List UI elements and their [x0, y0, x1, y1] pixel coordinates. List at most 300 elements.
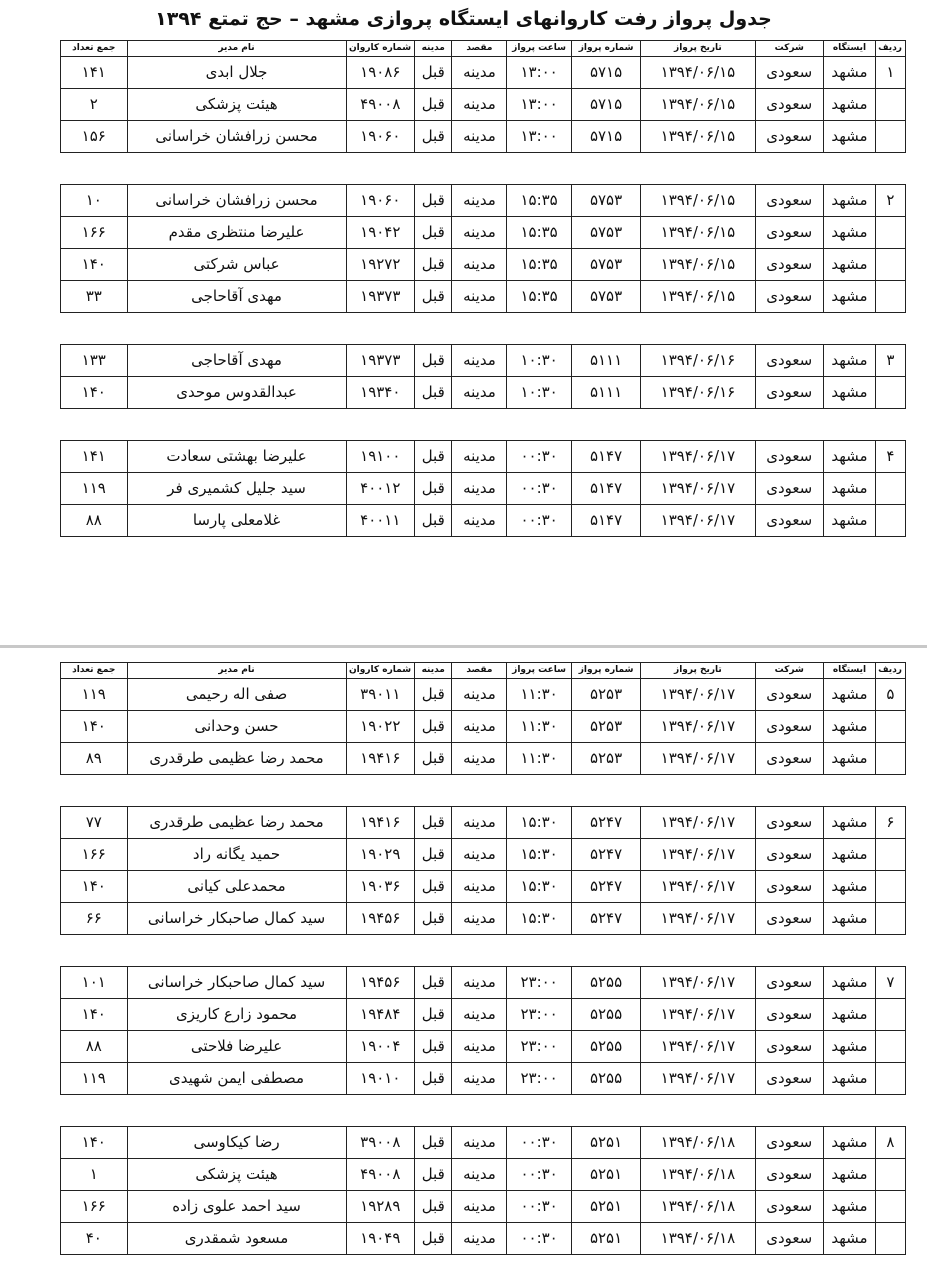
city-cell: قبل	[415, 1223, 452, 1255]
flight-date-cell: ۱۳۹۴/۰۶/۱۷	[641, 473, 755, 505]
company-cell: سعودی	[755, 1159, 824, 1191]
company-cell: سعودی	[755, 1191, 824, 1223]
station-cell: مشهد	[824, 967, 876, 999]
header-flight-date: تاریخ پرواز	[641, 41, 755, 57]
destination-cell: مدینه	[452, 281, 507, 313]
flight-number-cell: ۵۲۵۵	[571, 1063, 641, 1095]
manager-name-cell: حسن وحدانی	[127, 711, 346, 743]
table-row	[61, 1127, 906, 1159]
flight-number-cell: ۵۷۱۵	[571, 89, 641, 121]
company-cell: سعودی	[755, 679, 824, 711]
caravan-number-cell: ۱۹۰۰۴	[346, 1031, 415, 1063]
city-cell: قبل	[415, 1191, 452, 1223]
table-row	[61, 377, 906, 409]
company-cell: سعودی	[755, 743, 824, 775]
header-flight-time: ساعت پرواز	[507, 41, 571, 57]
destination-cell: مدینه	[452, 1223, 507, 1255]
flight-time-cell: ۱۳:۰۰	[507, 121, 571, 153]
company-cell: سعودی	[755, 57, 824, 89]
flight-number-cell: ۵۲۵۱	[571, 1127, 641, 1159]
station-cell: مشهد	[824, 505, 876, 537]
table-row	[61, 441, 906, 473]
row-number-cell: ۴	[875, 441, 905, 473]
group-spacer	[61, 153, 906, 185]
group-spacer	[61, 935, 906, 967]
flight-date-cell: ۱۳۹۴/۰۶/۱۵	[641, 249, 755, 281]
row-number-cell	[875, 1223, 905, 1255]
company-cell: سعودی	[755, 473, 824, 505]
station-cell: مشهد	[824, 281, 876, 313]
table-row	[61, 871, 906, 903]
header-flight-date: تاریخ پرواز	[641, 663, 755, 679]
manager-name-cell: عباس شرکتی	[127, 249, 346, 281]
destination-cell: مدینه	[452, 807, 507, 839]
flight-time-cell: ۱۱:۳۰	[507, 743, 571, 775]
row-number-cell	[875, 711, 905, 743]
station-cell: مشهد	[824, 807, 876, 839]
header-row	[61, 41, 906, 57]
station-cell: مشهد	[824, 57, 876, 89]
destination-cell: مدینه	[452, 185, 507, 217]
flight-time-cell: ۱۰:۳۰	[507, 345, 571, 377]
flight-number-cell: ۵۱۴۷	[571, 473, 641, 505]
total-count-cell: ۱۴۱	[61, 57, 128, 89]
caravan-number-cell: ۱۹۳۴۰	[346, 377, 415, 409]
row-number-cell	[875, 249, 905, 281]
flight-time-cell: ۰۰:۳۰	[507, 441, 571, 473]
row-number-cell	[875, 743, 905, 775]
caravan-number-cell: ۱۹۴۵۶	[346, 967, 415, 999]
caravan-number-cell: ۱۹۱۰۰	[346, 441, 415, 473]
flight-schedule-table	[60, 662, 906, 1255]
table-row	[61, 999, 906, 1031]
table-row	[61, 345, 906, 377]
table-row	[61, 903, 906, 935]
flight-number-cell: ۵۲۵۵	[571, 967, 641, 999]
destination-cell: مدینه	[452, 249, 507, 281]
flight-date-cell: ۱۳۹۴/۰۶/۱۷	[641, 871, 755, 903]
flight-number-cell: ۵۱۴۷	[571, 505, 641, 537]
flight-number-cell: ۵۲۵۳	[571, 679, 641, 711]
flight-time-cell: ۱۵:۳۰	[507, 839, 571, 871]
spacer-cell	[61, 1095, 906, 1127]
flight-time-cell: ۱۰:۳۰	[507, 377, 571, 409]
company-cell: سعودی	[755, 249, 824, 281]
table-row	[61, 1223, 906, 1255]
header-total-count: جمع تعداد	[61, 663, 128, 679]
flight-time-cell: ۱۵:۳۵	[507, 249, 571, 281]
spacer-cell	[61, 409, 906, 441]
total-count-cell: ۱۴۰	[61, 1127, 128, 1159]
caravan-number-cell: ۱۹۴۱۶	[346, 807, 415, 839]
total-count-cell: ۱۴۰	[61, 249, 128, 281]
caravan-number-cell: ۳۹۰۱۱	[346, 679, 415, 711]
row-number-cell	[875, 217, 905, 249]
flight-number-cell: ۵۲۵۵	[571, 999, 641, 1031]
row-number-cell: ۷	[875, 967, 905, 999]
header-destination: مقصد	[452, 663, 507, 679]
caravan-number-cell: ۴۰۰۱۱	[346, 505, 415, 537]
manager-name-cell: سید جلیل کشمیری فر	[127, 473, 346, 505]
group-spacer	[61, 775, 906, 807]
row-number-cell: ۶	[875, 807, 905, 839]
flight-date-cell: ۱۳۹۴/۰۶/۱۸	[641, 1127, 755, 1159]
destination-cell: مدینه	[452, 57, 507, 89]
station-cell: مشهد	[824, 1223, 876, 1255]
city-cell: قبل	[415, 903, 452, 935]
company-cell: سعودی	[755, 1127, 824, 1159]
flight-date-cell: ۱۳۹۴/۰۶/۱۵	[641, 281, 755, 313]
header-total-count: جمع تعداد	[61, 41, 128, 57]
spacer-cell	[61, 775, 906, 807]
destination-cell: مدینه	[452, 1191, 507, 1223]
table-row	[61, 281, 906, 313]
row-number-cell	[875, 1031, 905, 1063]
station-cell: مشهد	[824, 1159, 876, 1191]
manager-name-cell: هیئت پزشکی	[127, 89, 346, 121]
city-cell: قبل	[415, 679, 452, 711]
city-cell: قبل	[415, 743, 452, 775]
destination-cell: مدینه	[452, 89, 507, 121]
row-number-cell: ۵	[875, 679, 905, 711]
flight-number-cell: ۵۱۱۱	[571, 345, 641, 377]
page-divider	[0, 645, 927, 648]
table-row	[61, 1031, 906, 1063]
spacer-cell	[61, 935, 906, 967]
header-manager-name: نام مدیر	[127, 663, 346, 679]
flight-date-cell: ۱۳۹۴/۰۶/۱۵	[641, 89, 755, 121]
destination-cell: مدینه	[452, 1063, 507, 1095]
manager-name-cell: غلامعلی پارسا	[127, 505, 346, 537]
station-cell: مشهد	[824, 89, 876, 121]
city-cell: قبل	[415, 1031, 452, 1063]
company-cell: سعودی	[755, 711, 824, 743]
flight-date-cell: ۱۳۹۴/۰۶/۱۷	[641, 903, 755, 935]
flight-time-cell: ۱۵:۳۰	[507, 871, 571, 903]
table-row	[61, 217, 906, 249]
group-spacer	[61, 409, 906, 441]
total-count-cell: ۱۶۶	[61, 217, 128, 249]
flight-number-cell: ۵۷۵۳	[571, 281, 641, 313]
header-city: مدینه	[415, 41, 452, 57]
station-cell: مشهد	[824, 185, 876, 217]
flight-number-cell: ۵۲۴۷	[571, 871, 641, 903]
flight-time-cell: ۱۳:۰۰	[507, 57, 571, 89]
table-row	[61, 57, 906, 89]
row-number-cell	[875, 839, 905, 871]
row-number-cell	[875, 1159, 905, 1191]
caravan-number-cell: ۱۹۴۵۶	[346, 903, 415, 935]
total-count-cell: ۱۴۰	[61, 377, 128, 409]
manager-name-cell: هیئت پزشکی	[127, 1159, 346, 1191]
city-cell: قبل	[415, 999, 452, 1031]
total-count-cell: ۸۸	[61, 1031, 128, 1063]
city-cell: قبل	[415, 281, 452, 313]
station-cell: مشهد	[824, 999, 876, 1031]
flight-date-cell: ۱۳۹۴/۰۶/۱۷	[641, 967, 755, 999]
city-cell: قبل	[415, 1063, 452, 1095]
caravan-number-cell: ۱۹۰۴۲	[346, 217, 415, 249]
manager-name-cell: مهدی آقاحاجی	[127, 345, 346, 377]
station-cell: مشهد	[824, 1127, 876, 1159]
caravan-number-cell: ۱۹۲۸۹	[346, 1191, 415, 1223]
destination-cell: مدینه	[452, 345, 507, 377]
total-count-cell: ۱۱۹	[61, 679, 128, 711]
caravan-number-cell: ۱۹۰۲۹	[346, 839, 415, 871]
total-count-cell: ۱۳۳	[61, 345, 128, 377]
city-cell: قبل	[415, 711, 452, 743]
station-cell: مشهد	[824, 377, 876, 409]
flight-number-cell: ۵۱۴۷	[571, 441, 641, 473]
station-cell: مشهد	[824, 345, 876, 377]
row-number-cell: ۸	[875, 1127, 905, 1159]
company-cell: سعودی	[755, 441, 824, 473]
manager-name-cell: محسن زرافشان خراسانی	[127, 185, 346, 217]
flight-number-cell: ۵۲۵۵	[571, 1031, 641, 1063]
city-cell: قبل	[415, 185, 452, 217]
flight-time-cell: ۰۰:۳۰	[507, 1191, 571, 1223]
company-cell: سعودی	[755, 999, 824, 1031]
flight-number-cell: ۵۷۱۵	[571, 121, 641, 153]
flight-date-cell: ۱۳۹۴/۰۶/۱۷	[641, 711, 755, 743]
destination-cell: مدینه	[452, 473, 507, 505]
header-station: ایستگاه	[824, 663, 876, 679]
table-row	[61, 185, 906, 217]
flight-number-cell: ۵۲۵۱	[571, 1159, 641, 1191]
city-cell: قبل	[415, 473, 452, 505]
station-cell: مشهد	[824, 743, 876, 775]
station-cell: مشهد	[824, 441, 876, 473]
station-cell: مشهد	[824, 473, 876, 505]
total-count-cell: ۱۴۱	[61, 441, 128, 473]
manager-name-cell: محمود زارع کاریزی	[127, 999, 346, 1031]
flight-time-cell: ۲۳:۰۰	[507, 1063, 571, 1095]
caravan-number-cell: ۱۹۳۷۳	[346, 345, 415, 377]
company-cell: سعودی	[755, 903, 824, 935]
flight-time-cell: ۰۰:۳۰	[507, 473, 571, 505]
row-number-cell	[875, 903, 905, 935]
flight-number-cell: ۵۲۵۳	[571, 711, 641, 743]
flight-date-cell: ۱۳۹۴/۰۶/۱۷	[641, 807, 755, 839]
manager-name-cell: سید کمال صاحبکار خراسانی	[127, 903, 346, 935]
destination-cell: مدینه	[452, 217, 507, 249]
company-cell: سعودی	[755, 377, 824, 409]
city-cell: قبل	[415, 121, 452, 153]
flight-number-cell: ۵۲۵۱	[571, 1223, 641, 1255]
header-manager-name: نام مدیر	[127, 41, 346, 57]
manager-name-cell: مهدی آقاحاجی	[127, 281, 346, 313]
company-cell: سعودی	[755, 871, 824, 903]
destination-cell: مدینه	[452, 743, 507, 775]
header-flight-time: ساعت پرواز	[507, 663, 571, 679]
caravan-number-cell: ۱۹۰۶۰	[346, 121, 415, 153]
city-cell: قبل	[415, 249, 452, 281]
row-number-cell	[875, 505, 905, 537]
station-cell: مشهد	[824, 711, 876, 743]
total-count-cell: ۲	[61, 89, 128, 121]
total-count-cell: ۸۹	[61, 743, 128, 775]
header-row-number: ردیف	[875, 41, 905, 57]
spacer-cell	[61, 153, 906, 185]
flight-time-cell: ۲۳:۰۰	[507, 1031, 571, 1063]
flight-number-cell: ۵۷۵۳	[571, 185, 641, 217]
flight-time-cell: ۱۵:۳۵	[507, 217, 571, 249]
flight-time-cell: ۱۵:۳۵	[507, 281, 571, 313]
row-number-cell	[875, 1063, 905, 1095]
table-row	[61, 121, 906, 153]
destination-cell: مدینه	[452, 1159, 507, 1191]
manager-name-cell: علیرضا منتظری مقدم	[127, 217, 346, 249]
destination-cell: مدینه	[452, 967, 507, 999]
station-cell: مشهد	[824, 839, 876, 871]
manager-name-cell: جلال ابدی	[127, 57, 346, 89]
row-number-cell	[875, 999, 905, 1031]
flight-date-cell: ۱۳۹۴/۰۶/۱۸	[641, 1191, 755, 1223]
table-row	[61, 711, 906, 743]
company-cell: سعودی	[755, 839, 824, 871]
header-caravan-number: شماره کاروان	[346, 663, 415, 679]
station-cell: مشهد	[824, 217, 876, 249]
flight-date-cell: ۱۳۹۴/۰۶/۱۵	[641, 217, 755, 249]
destination-cell: مدینه	[452, 377, 507, 409]
total-count-cell: ۱۴۰	[61, 871, 128, 903]
city-cell: قبل	[415, 839, 452, 871]
destination-cell: مدینه	[452, 441, 507, 473]
row-number-cell: ۳	[875, 345, 905, 377]
flight-number-cell: ۵۲۵۳	[571, 743, 641, 775]
flight-number-cell: ۵۱۱۱	[571, 377, 641, 409]
flight-number-cell: ۵۷۱۵	[571, 57, 641, 89]
flight-time-cell: ۱۱:۳۰	[507, 711, 571, 743]
caravan-number-cell: ۳۹۰۰۸	[346, 1127, 415, 1159]
table-row	[61, 249, 906, 281]
caravan-number-cell: ۱۹۲۷۲	[346, 249, 415, 281]
flight-time-cell: ۱۱:۳۰	[507, 679, 571, 711]
manager-name-cell: مسعود شمقدری	[127, 1223, 346, 1255]
city-cell: قبل	[415, 89, 452, 121]
total-count-cell: ۱۵۶	[61, 121, 128, 153]
manager-name-cell: حمید یگانه راد	[127, 839, 346, 871]
table-row	[61, 1159, 906, 1191]
total-count-cell: ۱۴۰	[61, 711, 128, 743]
flight-number-cell: ۵۷۵۳	[571, 217, 641, 249]
company-cell: سعودی	[755, 89, 824, 121]
flight-time-cell: ۲۳:۰۰	[507, 999, 571, 1031]
caravan-number-cell: ۱۹۴۱۶	[346, 743, 415, 775]
flight-number-cell: ۵۲۴۷	[571, 807, 641, 839]
flight-date-cell: ۱۳۹۴/۰۶/۱۷	[641, 743, 755, 775]
row-number-cell	[875, 377, 905, 409]
flight-date-cell: ۱۳۹۴/۰۶/۱۶	[641, 377, 755, 409]
station-cell: مشهد	[824, 679, 876, 711]
destination-cell: مدینه	[452, 1031, 507, 1063]
company-cell: سعودی	[755, 807, 824, 839]
flight-number-cell: ۵۲۴۷	[571, 903, 641, 935]
flight-time-cell: ۱۵:۳۰	[507, 903, 571, 935]
flight-time-cell: ۱۵:۳۰	[507, 807, 571, 839]
destination-cell: مدینه	[452, 121, 507, 153]
flight-time-cell: ۲۳:۰۰	[507, 967, 571, 999]
caravan-number-cell: ۱۹۰۸۶	[346, 57, 415, 89]
caravan-number-cell: ۱۹۰۱۰	[346, 1063, 415, 1095]
total-count-cell: ۱۶۶	[61, 1191, 128, 1223]
caravan-number-cell: ۱۹۰۲۲	[346, 711, 415, 743]
total-count-cell: ۸۸	[61, 505, 128, 537]
manager-name-cell: سید احمد علوی زاده	[127, 1191, 346, 1223]
row-number-cell	[875, 871, 905, 903]
manager-name-cell: عبدالقدوس موحدی	[127, 377, 346, 409]
destination-cell: مدینه	[452, 505, 507, 537]
row-number-cell: ۲	[875, 185, 905, 217]
flight-date-cell: ۱۳۹۴/۰۶/۱۷	[641, 999, 755, 1031]
destination-cell: مدینه	[452, 711, 507, 743]
destination-cell: مدینه	[452, 679, 507, 711]
manager-name-cell: محمدعلی کیانی	[127, 871, 346, 903]
flight-date-cell: ۱۳۹۴/۰۶/۱۸	[641, 1159, 755, 1191]
spacer-cell	[61, 313, 906, 345]
table-row	[61, 1191, 906, 1223]
row-number-cell	[875, 1191, 905, 1223]
total-count-cell: ۱۴۰	[61, 999, 128, 1031]
flight-date-cell: ۱۳۹۴/۰۶/۱۷	[641, 1063, 755, 1095]
station-cell: مشهد	[824, 1191, 876, 1223]
table-row	[61, 967, 906, 999]
manager-name-cell: مصطفی ایمن شهیدی	[127, 1063, 346, 1095]
table-row	[61, 89, 906, 121]
row-number-cell	[875, 473, 905, 505]
row-number-cell	[875, 89, 905, 121]
city-cell: قبل	[415, 1159, 452, 1191]
flight-time-cell: ۱۳:۰۰	[507, 89, 571, 121]
page-title: جدول پرواز رفت کاروانهای ایستگاه پروازی مشهد – حج تمتع ۱۳۹۴	[155, 8, 772, 30]
station-cell: مشهد	[824, 1063, 876, 1095]
total-count-cell: ۱۰	[61, 185, 128, 217]
header-city: مدینه	[415, 663, 452, 679]
header-destination: مقصد	[452, 41, 507, 57]
destination-cell: مدینه	[452, 999, 507, 1031]
header-station: ایستگاه	[824, 41, 876, 57]
station-cell: مشهد	[824, 249, 876, 281]
flight-date-cell: ۱۳۹۴/۰۶/۱۷	[641, 839, 755, 871]
manager-name-cell: علیرضا بهشتی سعادت	[127, 441, 346, 473]
company-cell: سعودی	[755, 1223, 824, 1255]
caravan-number-cell: ۱۹۰۴۹	[346, 1223, 415, 1255]
company-cell: سعودی	[755, 121, 824, 153]
flight-time-cell: ۱۵:۳۵	[507, 185, 571, 217]
destination-cell: مدینه	[452, 903, 507, 935]
city-cell: قبل	[415, 1127, 452, 1159]
total-count-cell: ۴۰	[61, 1223, 128, 1255]
company-cell: سعودی	[755, 1031, 824, 1063]
city-cell: قبل	[415, 217, 452, 249]
header-company: شرکت	[755, 663, 824, 679]
flight-number-cell: ۵۲۵۱	[571, 1191, 641, 1223]
company-cell: سعودی	[755, 1063, 824, 1095]
manager-name-cell: محسن زرافشان خراسانی	[127, 121, 346, 153]
caravan-number-cell: ۴۰۰۱۲	[346, 473, 415, 505]
city-cell: قبل	[415, 57, 452, 89]
table-row	[61, 839, 906, 871]
total-count-cell: ۱۰۱	[61, 967, 128, 999]
header-row	[61, 663, 906, 679]
flight-time-cell: ۰۰:۳۰	[507, 505, 571, 537]
caravan-number-cell: ۱۹۰۳۶	[346, 871, 415, 903]
manager-name-cell: محمد رضا عظیمی طرقدری	[127, 743, 346, 775]
caravan-number-cell: ۱۹۳۷۳	[346, 281, 415, 313]
flight-date-cell: ۱۳۹۴/۰۶/۱۸	[641, 1223, 755, 1255]
city-cell: قبل	[415, 807, 452, 839]
city-cell: قبل	[415, 871, 452, 903]
